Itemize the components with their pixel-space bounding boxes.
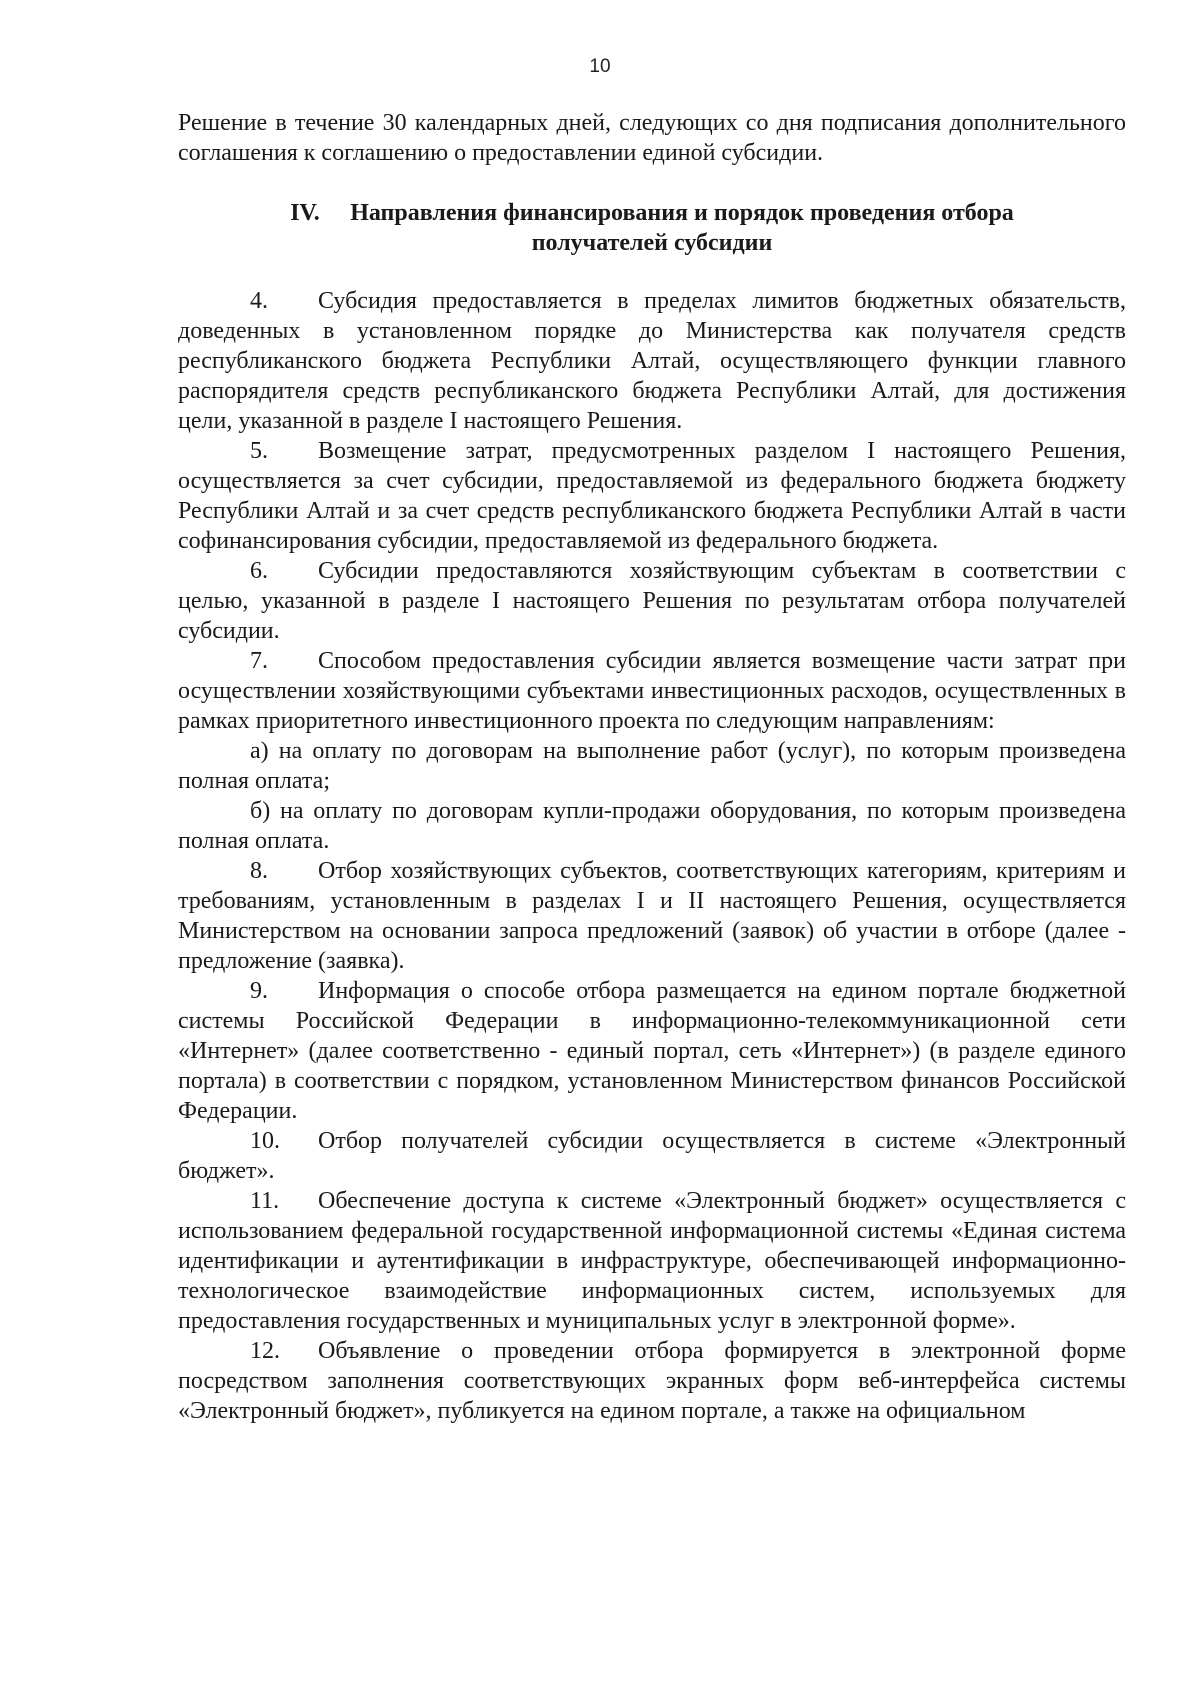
- section-roman-numeral: IV.: [290, 200, 320, 226]
- list-item: [178, 976, 1126, 1126]
- list-item: [178, 436, 1126, 556]
- section-heading: [178, 198, 1126, 258]
- section-title-line2: получателей субсидии: [531, 230, 773, 256]
- list-item: [178, 1186, 1126, 1336]
- sub-item-a: а) на оплату по договорам на выполнение работ (услуг), по которым произведена полная оплата;: [178, 738, 1126, 794]
- item-text: Объявление о проведении отбора формируется в электронной форме посредством заполнения соответствующих экранных форм веб-интерфейса системы «Электронный бюджет», публикуется на едином портале, а также на официальном: [178, 1338, 1126, 1424]
- item-text: Обеспечение доступа к системе «Электронный бюджет» осуществляется с использованием федеральной государственной информационной системы «Единая система идентификации и аутентификации в инфраструктуре, обеспечивающей информационно-технологическое взаимодействие информационных систем, используемых для предоставления государственных и муниципальных услуг в электронной форме».: [178, 1188, 1126, 1334]
- item-text: Отбор хозяйствующих субъектов, соответствующих категориям, критериям и требованиям, установленным в разделах I и II настоящего Решения, осуществляется Министерством на основании запроса предложений (заявок) об участии в отборе (далее - предложение (заявка).: [178, 858, 1126, 974]
- list-item: [178, 286, 1126, 436]
- list-item: [178, 1336, 1126, 1426]
- item-text: Субсидия предоставляется в пределах лимитов бюджетных обязательств, доведенных в установленном порядке до Министерства как получателя средств республиканского бюджета Республики Алтай, осуществляющего функции главного распорядителя средств республиканского бюджета Республики Алтай, для достижения цели, указанной в разделе I настоящего Решения.: [178, 288, 1126, 434]
- item-number: 8.: [250, 858, 268, 884]
- item-text: Субсидии предоставляются хозяйствующим субъектам в соответствии с целью, указанной в разделе I настоящего Решения по результатам отбора получателей субсидии.: [178, 558, 1126, 644]
- page-number: 10: [589, 56, 611, 77]
- item-number: 11.: [250, 1188, 280, 1214]
- item-number: 12.: [250, 1338, 280, 1364]
- item-number: 9.: [250, 978, 268, 1004]
- item-number: 10.: [250, 1128, 280, 1154]
- list-item: [178, 646, 1126, 736]
- item-text: Способом предоставления субсидии является возмещение части затрат при осуществлении хозяйствующими субъектами инвестиционных расходов, осуществленных в рамках приоритетного инвестиционного проекта по следующим направлениям:: [178, 648, 1126, 734]
- list-item: [178, 556, 1126, 646]
- intro-paragraph: Решение в течение 30 календарных дней, следующих со дня подписания дополнительного соглашения к соглашению о предоставлении единой субсидии.: [178, 110, 1126, 166]
- item-text: Информация о способе отбора размещается на едином портале бюджетной системы Российской Федерации в информационно-телекоммуникационной сети «Интернет» (далее соответственно - единый портал, сеть «Интернет») (в разделе единого портала) в соответствии с порядком, установленном Министерством финансов Российской Федерации.: [178, 978, 1126, 1124]
- section-heading-line1: [178, 198, 1126, 228]
- section-title-line1: Направления финансирования и порядок проведения отбора: [350, 200, 1014, 226]
- item-number: 6.: [250, 558, 268, 584]
- list-item: [178, 1126, 1126, 1186]
- item-text: Отбор получателей субсидии осуществляется в системе «Электронный бюджет».: [178, 1128, 1126, 1184]
- document-body: [178, 108, 1126, 1426]
- item-number: 7.: [250, 648, 268, 674]
- item-text: Возмещение затрат, предусмотренных разделом I настоящего Решения, осуществляется за счет субсидии, предоставляемой из федерального бюджета бюджету Республики Алтай и за счет средств республиканского бюджета Республики Алтай в части софинансирования субсидии, предоставляемой из федерального бюджета.: [178, 438, 1126, 554]
- item-number: 5.: [250, 438, 268, 464]
- list-item: [178, 856, 1126, 976]
- item-number: 4.: [250, 288, 268, 314]
- sub-item-b: б) на оплату по договорам купли-продажи оборудования, по которым произведена полная оплата.: [178, 798, 1126, 854]
